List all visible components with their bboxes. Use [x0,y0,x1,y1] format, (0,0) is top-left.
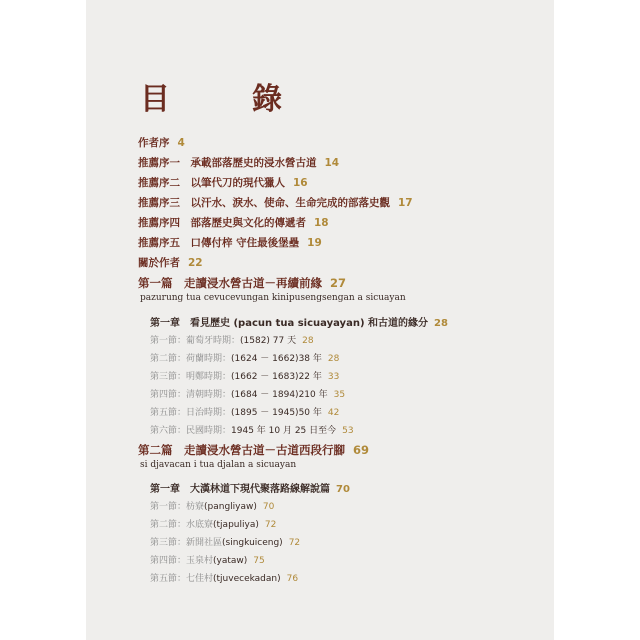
toc-entry[interactable] [138,235,322,250]
toc-entry[interactable] [138,255,203,270]
page-title: 目 錄 [140,82,308,117]
section-label: 第二節：水底寮 [150,520,214,530]
toc-entry[interactable] [138,155,339,170]
section-label: 第五節：七佳村 [150,574,214,584]
toc-chapter[interactable] [150,480,350,495]
toc-page: 19 [307,237,322,249]
section-text: 1945 年 10 月 25 日至今 [231,426,337,436]
section-label: 第五節：日治時期： [150,408,232,418]
toc-label: 作者序 [138,137,170,149]
section-text: (tjapuliya) [213,520,259,530]
part-label: 第二篇 走讀浸水營古道－古道西段行腳 [138,443,345,457]
toc-page: 22 [188,257,203,269]
chapter-label: 第一章 看見歷史 (pacun tua sicuayayan) 和古道的緣分 [150,318,428,329]
section-page: 42 [327,408,340,418]
toc-label: 推薦序五 口傳付梓 守住最後堡壘 [138,237,300,249]
section-label: 第一節：葡萄牙時期： [150,336,241,346]
section-text: (yataw) [213,556,248,566]
toc-section[interactable] [150,571,298,584]
toc-section[interactable] [150,535,300,548]
toc-label: 推薦序四 部落歷史與文化的傳遞者 [138,217,306,229]
toc-section[interactable] [150,405,339,418]
toc-entry[interactable] [138,195,413,210]
section-label: 第二節：荷蘭時期： [150,354,232,364]
section-page: 76 [286,574,299,584]
part-subtitle: pazurung tua cevucevungan kinipusengsengan a sicuayan [140,293,406,303]
toc-section[interactable] [150,423,354,436]
chapter-label: 第一章 大漢林道下現代聚落路線解說篇 [150,484,330,495]
toc-section[interactable] [150,351,339,364]
section-text: (1895 － 1945)50 年 [231,408,322,418]
section-page: 28 [302,336,314,346]
section-label: 第三節：新開社區 [150,538,223,548]
toc-section[interactable] [150,333,314,346]
toc-section[interactable] [150,517,276,530]
toc-part-1[interactable] [138,275,346,291]
toc-section[interactable] [150,499,274,512]
toc-page: 14 [324,157,340,169]
toc-section[interactable] [150,369,339,382]
toc-label: 關於作者 [138,257,180,269]
section-page: 33 [327,372,340,382]
section-label: 第三節：明鄭時期： [150,372,232,382]
section-text: (pangliyaw) [204,502,257,512]
section-page: 53 [342,426,354,436]
part-page: 69 [353,443,370,457]
toc-label: 推薦序二 以筆代刀的現代獵人 [138,177,285,189]
part-page: 27 [330,276,347,290]
toc-label: 推薦序三 以汗水、淚水、使命、生命完成的部落史觀 [138,197,390,209]
section-text: (1662 － 1683)22 年 [231,372,322,382]
section-label: 第一節：枋寮 [150,502,205,512]
toc-page: 16 [293,177,308,189]
section-text: (tjuvecekadan) [213,574,281,584]
chapter-page: 28 [434,318,448,329]
section-page: 35 [333,390,346,400]
section-text: (1582) 77 天 [240,336,297,346]
toc-entry[interactable] [138,135,185,150]
section-label: 第六節：民國時期： [150,426,232,436]
section-text: (singkuiceng) [222,538,283,548]
toc-page: 17 [398,197,413,209]
section-label: 第四節：清朝時期： [150,390,232,400]
toc-section[interactable] [150,553,265,566]
section-page: 70 [262,502,275,512]
toc-entry[interactable] [138,215,329,230]
section-page: 72 [264,520,277,530]
toc-chapter[interactable] [150,314,448,329]
section-label: 第四節：玉泉村 [150,556,214,566]
toc-page: 4 [177,137,185,149]
toc-section[interactable] [150,387,345,400]
section-page: 75 [253,556,265,566]
chapter-page: 70 [336,484,350,495]
section-text: (1684 － 1894)210 年 [231,390,328,400]
toc-page: 18 [314,217,329,229]
part-label: 第一篇 走讀浸水營古道－再續前緣 [138,276,322,290]
toc-entry[interactable] [138,175,308,190]
part-subtitle: si djavacan i tua djalan a sicuayan [140,460,297,470]
section-page: 28 [327,354,340,364]
section-text: (1624 － 1662)38 年 [231,354,322,364]
toc-part-2[interactable] [138,442,369,458]
toc-label: 推薦序一 承載部落歷史的浸水營古道 [138,157,317,169]
section-page: 72 [288,538,301,548]
